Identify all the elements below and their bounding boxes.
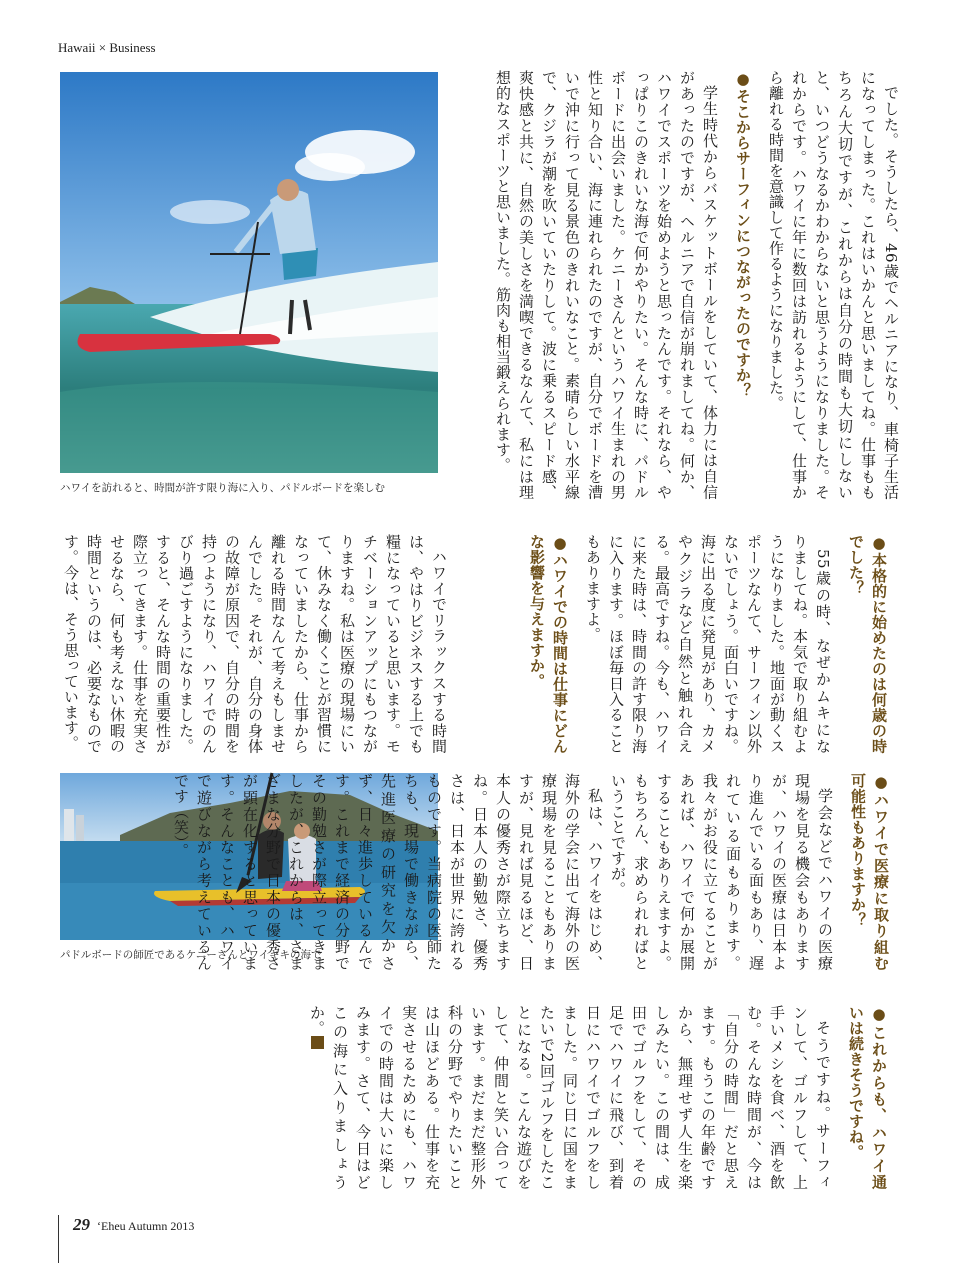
paragraph: でした。そうしたら、46歳でヘルニアになり、車椅子生活になってしまった。これはいかんと思いましてね。仕事ももちろん大切ですが、これからは自分の時間も大切にしないと、いつどうなるかわからないと思うようになりました。それからです。ハワイに年に数回は訪れるようにして、仕事から離れる時間を意識して作るようになりました。 [767,70,900,500]
issue-label: Autumn 2013 [128,1219,195,1233]
paddleboard-wave-photo [60,72,438,473]
page-footer [58,1215,194,1263]
question-heading: ●本格的に始めたのは何歳の時でした？ [847,534,888,754]
running-header: Hawaii × Business [58,40,156,55]
question-heading: ●ハワイで医療に取り組む可能性もありますか？ [849,773,890,972]
article-column-2 [455,534,900,754]
photo1-caption: ハワイを訪れると、時間が許す限り海に入り、パドルボードを楽しむ [60,482,385,494]
paragraph: 55歳の時、なぜかムキになりましてね。本気で取り組むようになりました。地面が動くスポーツなんて、サーフィン以外ないでしょう。面白いですね。海に出る度に発見があり、カメやクジラなど自然と触れ合える。最高ですね。今も、ハワイに来た時は、時間の許す限り海に入ります。ほぼ毎日入ることもありますよ。 [584,534,832,754]
article-column-1 [458,70,902,500]
magazine-name: ʻEheu [97,1219,126,1233]
paragraph: そうですね。サーフィンして、ゴルフして、上手いメシを食べ、酒を飲む。そんな時間が、今は「自分の時間」だと思えます。もうこの年齢ですから、無理せず人生を楽しみたい。この間は、成田でゴルフをして、その足でハワイに飛び、到着日にハワイでゴルフをしました。同じ日に国をまたいで2回ゴルフをしたことになる。こんな遊びをして、仲間と笑い合っています。まだまだ整形外科の分野でやりたいことは山ほどある。仕事を充実させるためにも、ハワイでの時間は大いに楽しみます。さて、今日はどこの海に入りましょうか。E [308,1005,832,1190]
paragraph: 学会などでハワイの医療現場を見る機会もありますが、ハワイの医療は日本より進んでいる面もあり、遅れている面もあります。我々がお役に立てることがあれば、ハワイで何か展開することもありえますよ。もちろん、求められればということですが。 [609,773,834,971]
end-mark-icon: E [311,1036,324,1049]
article-column-3 [60,534,450,754]
question-heading: ●そこからサーフィンにつながったのですか？ [734,70,752,399]
question-heading: ●ハワイでの時間は仕事にどんな影響を与えますか。 [528,534,569,754]
paragraph: ハワイでリラックスする時間は、やはりビジネスする上でも糧になっていると思います。モチベーションアップにもつながりますね。私は医療の現場にいて、休みなく働くことが習慣になっていましたから、仕事から離れる時間なんて考えもしませんでした。それが、自分の身体の故障が原因で、自分の時間を持つようになり、ハワイでのんびり過ごすようになりました。すると、そんな時間の重要性が際立ってきます。仕事を充実させるなら、何も考えない休暇の時間というのは、必要なものです。今は、そう思っています。 [62,534,448,754]
article-column-5 [60,1005,900,1190]
question-heading: ●これからも、ハワイ通いは続きそうですね。 [847,1005,888,1191]
paragraph: 私は、ハワイをはじめ、海外の学会に出て海外の医療現場を見ることもありますが、見れば見るほど、日本人の優秀さが際立ちますね。日本人の勤勉さ、優秀さは、日本が世界に誇れるものです。当病院の医師たちも、現場で働きながら、先進医療の研究を欠かさず、日々進歩しているんです。これまで経済の分野でその勤勉さが際立ってきましたが、これからは、さまざまな分野で日本の優秀さが顕在化すると思っています。そんなことも、ハワイで遊びながら考えているんです（笑）。 [172,773,604,971]
paragraph: 学生時代からバスケットボールをしていて、体力には自信があったのですが、ヘルニアで自信が崩れましてね。何か、ハワイでスポーツを始めようと思ったんです。それなら、やっぱりこのきれいな海で何かやりたい。そんな時に、パドルボードに出会いました。ケニーさんというハワイ生まれの男性と知り合い、海に連れられたのですが、自分でボードを漕いで沖に行って見る景色のきれいなこと。素晴らしい水平線で、クジラが潮を吹いていたりして。波に乗るスピード感、爽快感と共に、自然の美しさを満喫できるなんて、私には理想的なスポーツと思いました。筋肉も相当鍛えられます。 [494,70,719,501]
page-number: 29 [73,1215,90,1234]
photo2-caption: パドルボードの師匠であるケニーさんとワイキキの海で [60,949,322,961]
